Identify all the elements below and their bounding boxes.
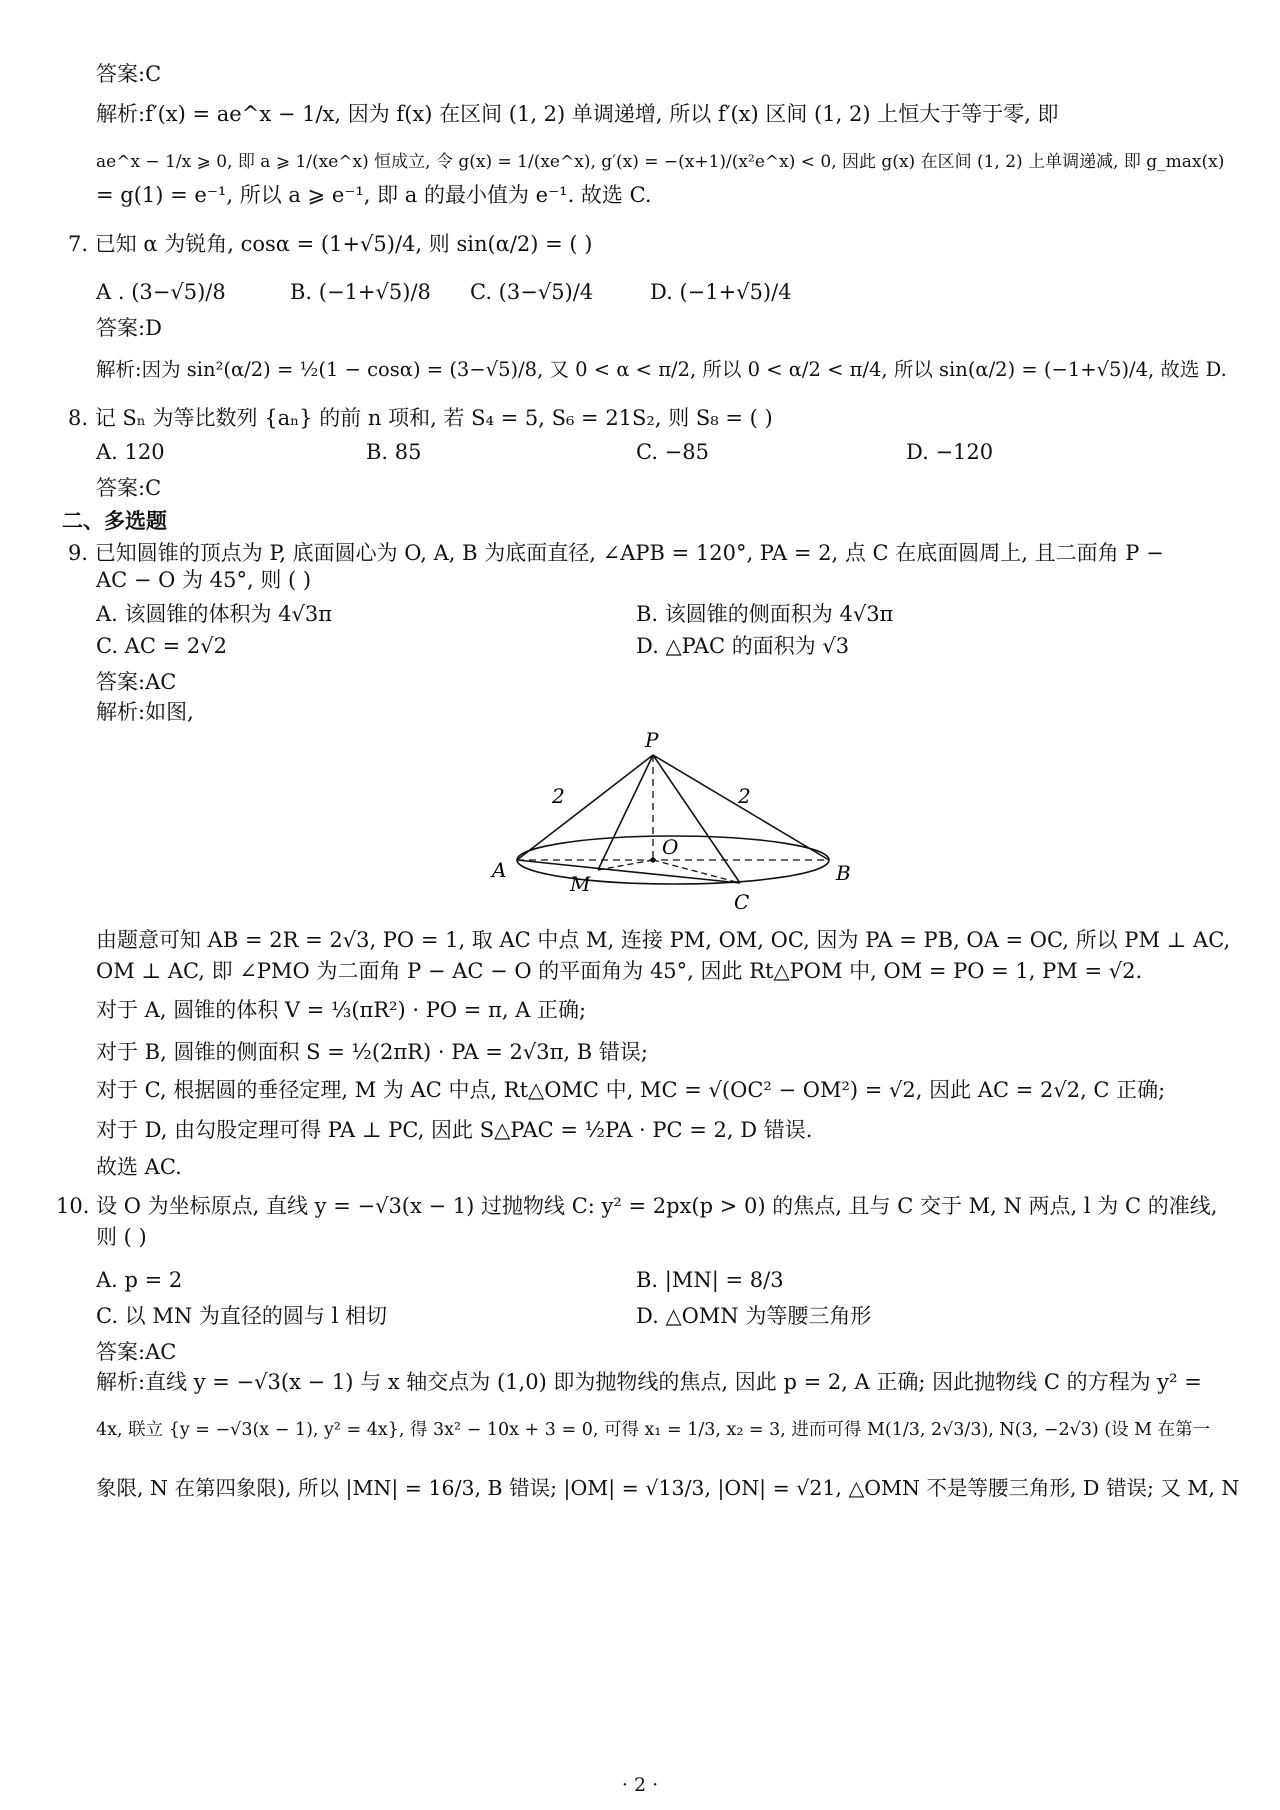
q10-stem-line2: 则 ( ) bbox=[96, 1225, 147, 1249]
q10-answer: 答案:AC bbox=[96, 1340, 177, 1364]
q9-answer: 答案:AC bbox=[96, 670, 177, 694]
segment-pa bbox=[517, 755, 653, 860]
label-m: M bbox=[570, 872, 591, 896]
q10-option-a: A. p = 2 bbox=[96, 1268, 183, 1292]
q9-analysis-line2: OM ⊥ AC, 即 ∠PMO 为二面角 P − AC − O 的平面角为 45°, 因此 Rt△POM 中, OM = PO = 1, PM = √2. bbox=[96, 959, 1143, 983]
q9-option-b: B. 该圆锥的侧面积为 4√3π bbox=[636, 602, 894, 626]
q6-answer: 答案:C bbox=[96, 62, 162, 86]
label-b: B bbox=[836, 861, 851, 885]
center-o-dot bbox=[650, 857, 655, 862]
q10-option-c: C. 以 MN 为直径的圆与 l 相切 bbox=[96, 1304, 387, 1328]
q7-option-b: B. (−1+√5)/8 bbox=[290, 280, 431, 304]
q6-analysis-line2: ae^x − 1/x ⩾ 0, 即 a ⩾ 1/(xe^x) 恒成立, 令 g(x) = 1/(xe^x), g′(x) = −(x+1)/(x²e^x) < 0, 因此 g(x) 在区间 (1, 2) 上单调递减, 即 g_max(x) bbox=[96, 152, 1225, 172]
q9-analysis-line4: 对于 B, 圆锥的侧面积 S = ½(2πR) · PA = 2√3π, B 错误; bbox=[96, 1040, 648, 1064]
q9-stem-line2: AC − O 为 45°, 则 ( ) bbox=[96, 568, 312, 592]
q6-analysis-line1: 解析:f′(x) = ae^x − 1/x, 因为 f(x) 在区间 (1, 2) 单调递增, 所以 f′(x) 区间 (1, 2) 上恒大于等于零, 即 bbox=[96, 102, 1059, 126]
q8-option-d: D. −120 bbox=[906, 440, 994, 464]
label-pa-length: 2 bbox=[552, 784, 565, 808]
cone-figure bbox=[440, 725, 860, 925]
q8-stem: 8. 记 Sₙ 为等比数列 {aₙ} 的前 n 项和, 若 S₄ = 5, S₆ = 21S₂, 则 S₈ = ( ) bbox=[68, 406, 773, 430]
chord-ac bbox=[517, 860, 740, 883]
q9-analysis-intro: 解析:如图, bbox=[96, 700, 194, 724]
q8-option-c: C. −85 bbox=[636, 440, 709, 464]
q10-option-b: B. |MN| = 8/3 bbox=[636, 1268, 784, 1292]
q6-analysis-line3: = g(1) = e⁻¹, 所以 a ⩾ e⁻¹, 即 a 的最小值为 e⁻¹. 故选 C. bbox=[96, 183, 652, 207]
q10-analysis-line3: 象限, N 在第四象限), 所以 |MN| = 16/3, B 错误; |OM| = √13/3, |ON| = √21, △OMN 不是等腰三角形, D 错误; 又 M, N bbox=[96, 1476, 1240, 1500]
section-heading-multi-choice: 二、多选题 bbox=[62, 508, 167, 533]
label-pb-length: 2 bbox=[738, 784, 751, 808]
q9-analysis-line3: 对于 A, 圆锥的体积 V = ⅓(πR²) · PO = π, A 正确; bbox=[96, 998, 587, 1022]
q7-option-a: A . (3−√5)/8 bbox=[96, 280, 226, 304]
q10-option-d: D. △OMN 为等腰三角形 bbox=[636, 1304, 872, 1328]
q7-answer: 答案:D bbox=[96, 316, 162, 340]
q9-analysis-line6: 对于 D, 由勾股定理可得 PA ⊥ PC, 因此 S△PAC = ½PA · PC = 2, D 错误. bbox=[96, 1118, 813, 1142]
label-a: A bbox=[492, 858, 507, 882]
q10-analysis-line2: 4x, 联立 {y = −√3(x − 1), y² = 4x}, 得 3x² − 10x + 3 = 0, 可得 x₁ = 1/3, x₂ = 3, 进而可得 M(1/3, 2√3/3), N(3, −2√3) (设 M 在第一 bbox=[96, 1420, 1211, 1440]
page-number: · 2 · bbox=[621, 1774, 659, 1796]
q9-option-a: A. 该圆锥的体积为 4√3π bbox=[96, 602, 333, 626]
q7-option-c: C. (3−√5)/4 bbox=[470, 280, 594, 304]
q9-analysis-line5: 对于 C, 根据圆的垂径定理, M 为 AC 中点, Rt△OMC 中, MC = √(OC² − OM²) = √2, 因此 AC = 2√2, C 正确; bbox=[96, 1078, 1166, 1102]
q7-option-d: D. (−1+√5)/4 bbox=[650, 280, 792, 304]
q9-stem-line1: 9. 已知圆锥的顶点为 P, 底面圆心为 O, A, B 为底面直径, ∠APB = 120°, PA = 2, 点 C 在底面圆周上, 且二面角 P − bbox=[68, 541, 1164, 565]
segment-pm bbox=[598, 755, 653, 870]
q7-stem: 7. 已知 α 为锐角, cosα = (1+√5)/4, 则 sin(α/2) = ( ) bbox=[68, 232, 593, 256]
q9-analysis-line7: 故选 AC. bbox=[96, 1155, 182, 1179]
q9-option-c: C. AC = 2√2 bbox=[96, 634, 227, 658]
q9-option-d: D. △PAC 的面积为 √3 bbox=[636, 634, 850, 658]
label-c: C bbox=[734, 890, 750, 914]
q9-analysis-line1: 由题意可知 AB = 2R = 2√3, PO = 1, 取 AC 中点 M, 连接 PM, OM, OC, 因为 PA = PB, OA = OC, 所以 PM ⊥ AC, bbox=[96, 928, 1231, 952]
label-o: O bbox=[662, 835, 679, 859]
q8-option-b: B. 85 bbox=[366, 440, 422, 464]
label-p: P bbox=[645, 728, 659, 752]
q7-analysis: 解析:因为 sin²(α/2) = ½(1 − cosα) = (3−√5)/8, 又 0 < α < π/2, 所以 0 < α/2 < π/4, 所以 sin(α/2) = (−1+√5)/4, 故选 D. bbox=[96, 358, 1227, 381]
q10-analysis-line1: 解析:直线 y = −√3(x − 1) 与 x 轴交点为 (1,0) 即为抛物线的焦点, 因此 p = 2, A 正确; 因此抛物线 C 的方程为 y² = bbox=[96, 1370, 1202, 1394]
q10-stem-line1: 10. 设 O 为坐标原点, 直线 y = −√3(x − 1) 过抛物线 C: y² = 2px(p > 0) 的焦点, 且与 C 交于 M, N 两点, l 为 C 的准线, bbox=[56, 1194, 1218, 1218]
q8-answer: 答案:C bbox=[96, 476, 162, 500]
q8-option-a: A. 120 bbox=[96, 440, 165, 464]
